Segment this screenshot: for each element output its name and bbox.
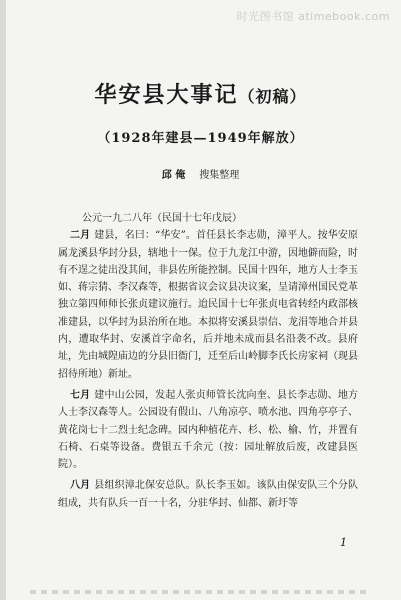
title-text: 华安县大事记 <box>94 82 239 108</box>
page-number: 1 <box>340 536 347 549</box>
entry-text: 县组织漳北保安总队。队长李玉如。该队由保安队三个分队组成，共有队兵一百一十名，分驻华封、仙都、新圩等 <box>58 480 359 509</box>
entry-month: 七月 <box>70 389 91 401</box>
watermark: 时光图书馆 atimebook.com <box>236 10 390 23</box>
entry-paragraph <box>58 477 358 512</box>
author-role: 搜集整理 <box>199 170 240 181</box>
page-title <box>0 78 401 109</box>
entry-paragraph <box>58 387 358 473</box>
title-suffix: （初稿） <box>238 87 307 106</box>
entry-month: 二月 <box>70 230 91 242</box>
document-body <box>58 210 358 512</box>
entry-text: 建县，名曰：“华安”。首任县长李志勋，漳平人。按华安原属龙溪县华封分县，辖地十一保。位于九龙江中游，因地僻而险，时有不逞之徒出没其间，非县佐所能控制。民国十四年，地方人士李玉如、蒋宗猜、李汉森等，根据省议会议县决议案，呈请漳州国民党革独立第四师师长张贞建议施行。迨民国十七年张贞电省转经内政部核准建县，以华封为县治所在地。本拟将安溪县崇信、龙涓等地合并县内，遭取华封、安溪首字命名，后并地未成而县名沿袭不改。县府址，先由城隍庙边的分县旧衙门，迁至后山岭脚李氏长房家祠（现县招待所地）新址。 <box>58 230 359 380</box>
author-line <box>0 166 401 181</box>
scan-artifact <box>30 590 370 594</box>
page-subtitle: （1928年建县—1949年解放） <box>97 131 304 146</box>
entry-text: 建中山公园，发起人张贞师管长沈向奎、县长李志勋、地方人士李汉森等人。公园设有假山、八角凉亭、喷水池、四角亭亭子、黄花岗七十二烈士纪念碑。园内种植花卉、杉、松、榆、竹，并置有石椅、石桌等设备。费银五千余元（按：园址解放后废，改建县医院）。 <box>58 389 359 471</box>
year-heading: 公元一九二八年（民国十七年戊辰） <box>82 213 242 224</box>
entry-month: 八月 <box>70 480 91 492</box>
author-name: 邱 俺 <box>161 170 186 181</box>
entry-paragraph <box>58 227 358 383</box>
